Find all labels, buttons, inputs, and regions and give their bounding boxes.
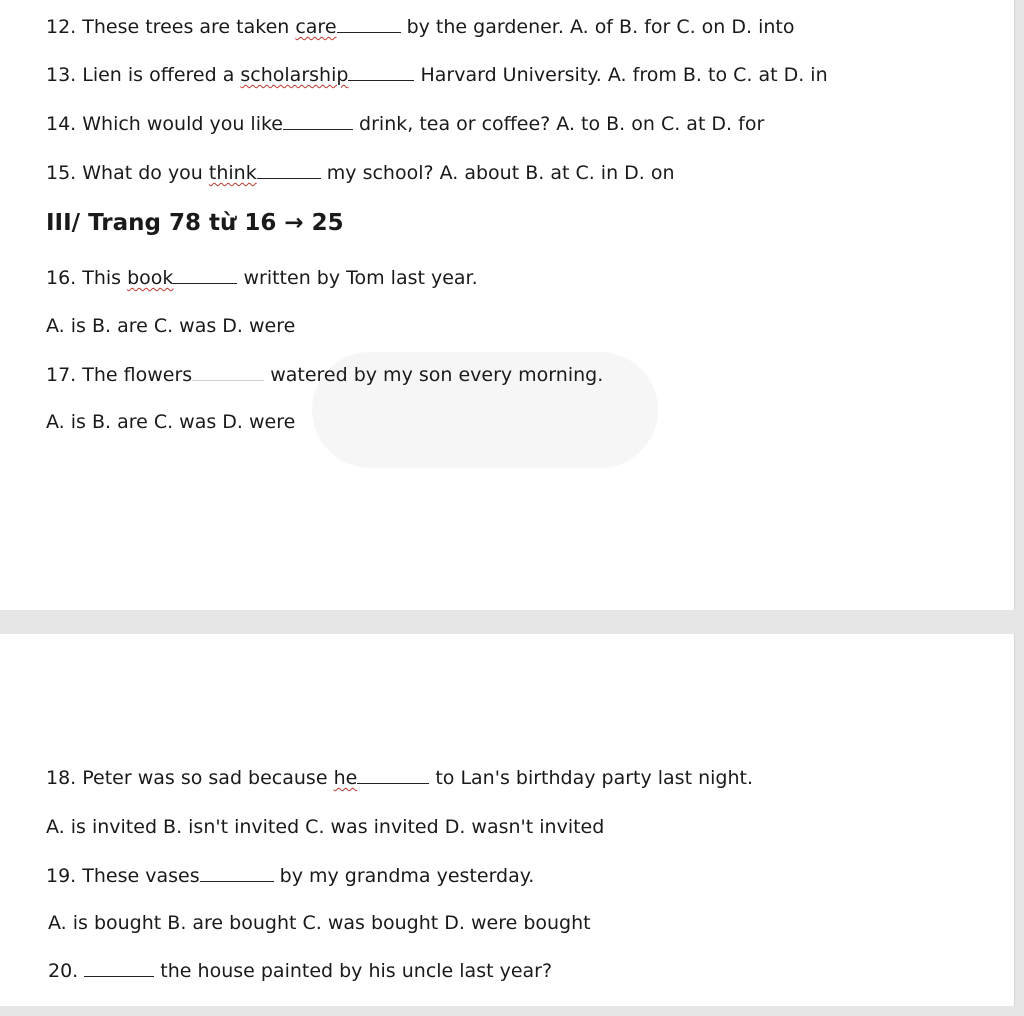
answer-blank[interactable] bbox=[283, 111, 353, 130]
question-18: 18. Peter was so sad because he to Lan's birthday party last night. bbox=[46, 767, 753, 789]
answer-blank[interactable] bbox=[84, 958, 154, 977]
question-15: 15. What do you think my school? A. about B. at C. in D. on bbox=[46, 162, 675, 184]
question-16: 16. This book written by Tom last year. bbox=[46, 267, 478, 289]
spellcheck-word: scholarship bbox=[240, 64, 349, 86]
spellcheck-word: care bbox=[295, 16, 337, 38]
answer-blank[interactable] bbox=[357, 765, 429, 784]
question-17-options: A. is B. are C. was D. were bbox=[46, 411, 296, 433]
spellcheck-word: he bbox=[333, 767, 358, 789]
question-19: 19. These vases by my grandma yesterday. bbox=[46, 865, 535, 887]
answer-blank[interactable] bbox=[192, 362, 264, 381]
question-20: 20. the house painted by his uncle last year? bbox=[48, 960, 553, 982]
document-page-2 bbox=[0, 634, 1015, 1006]
question-16-options: A. is B. are C. was D. were bbox=[46, 315, 296, 337]
spellcheck-word: book bbox=[127, 267, 174, 289]
answer-blank[interactable] bbox=[200, 863, 274, 882]
question-14: 14. Which would you like drink, tea or coffee? A. to B. on C. at D. for bbox=[46, 113, 765, 135]
question-17: 17. The flowers watered by my son every morning. bbox=[46, 364, 604, 386]
question-12: 12. These trees are taken care by the gardener. A. of B. for C. on D. into bbox=[46, 16, 795, 38]
question-19-options: A. is bought B. are bought C. was bought D. were bought bbox=[48, 912, 591, 934]
spellcheck-word: think bbox=[208, 162, 257, 184]
answer-blank[interactable] bbox=[257, 160, 321, 179]
answer-blank[interactable] bbox=[337, 14, 401, 33]
question-18-options: A. is invited B. isn't invited C. was invited D. wasn't invited bbox=[46, 816, 605, 838]
question-13: 13. Lien is offered a scholarship Harvard University. A. from B. to C. at D. in bbox=[46, 64, 828, 86]
section-heading: III/ Trang 78 từ 16 → 25 bbox=[46, 210, 344, 236]
answer-blank[interactable] bbox=[173, 265, 237, 284]
answer-blank[interactable] bbox=[348, 62, 414, 81]
